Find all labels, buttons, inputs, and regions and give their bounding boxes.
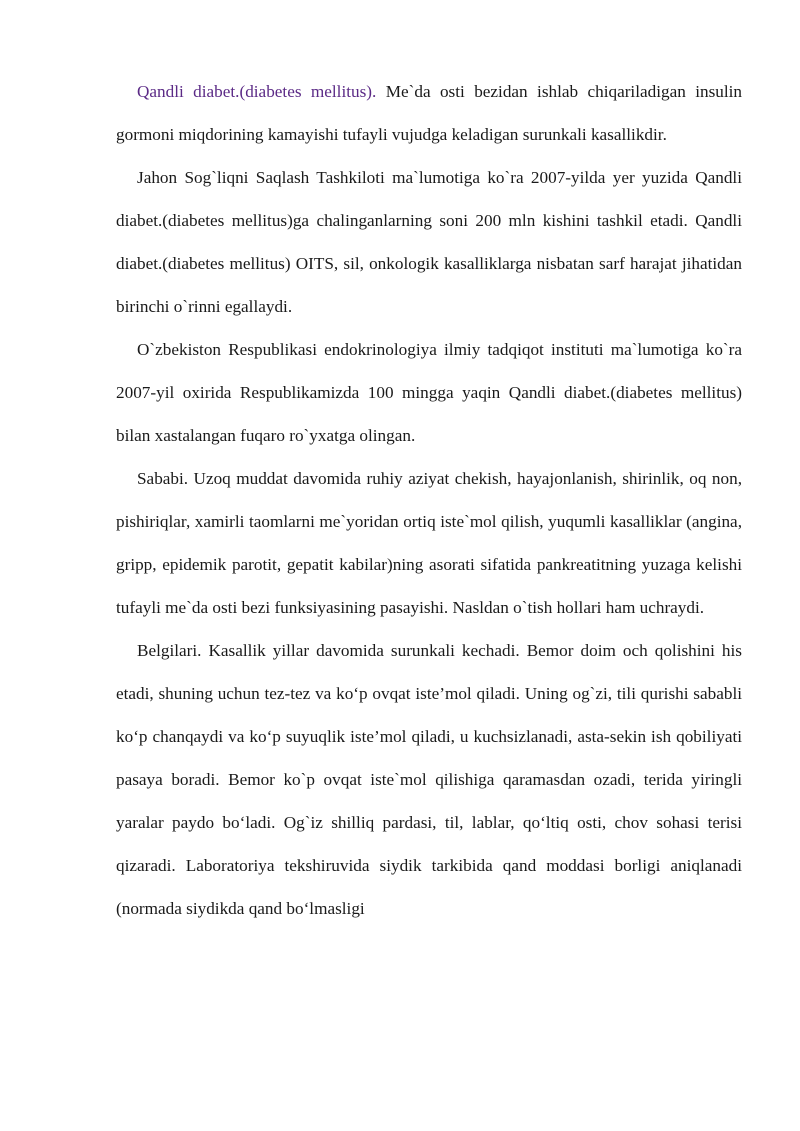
paragraph-who-statistics: [116, 156, 742, 328]
paragraph-text: Belgilari. Kasallik yillar davomida surunkali kechadi. Bemor doim och qolishini his etadi, shuning uchun tez-tez va ko‘p ovqat iste’mol qiladi. Uning og`zi, tili qurishi sababli ko‘p chanqaydi va ko‘p suyuqlik iste’mol qiladi, u kuchsizlanadi, asta-sekin ish qobiliyati pasaya boradi. Bemor ko`p ovqat iste`mol qilishiga qaramasdan ozadi, terida yiringli yaralar paydo bo‘ladi. Og`iz shilliq pardasi, til, lablar, qo‘ltiq osti, chov sohasi terisi qizaradi. Laboratoriya tekshiruvida siydik tarkibida qand moddasi borligi aniqlanadi (normada siydikda qand bo‘lmasligi: [116, 641, 742, 918]
paragraph-text: Jahon Sog`liqni Saqlash Tashkiloti ma`lumotiga ko`ra 2007-yilda yer yuzida Qandli diabet.(diabetes mellitus)ga chalinganlarning soni 200 mln kishini tashkil etadi. Qandli diabet.(diabetes mellitus) OITS, sil, onkologik kasalliklarga nisbatan sarf harajat jihatidan birinchi o`rinni egallaydi.: [116, 168, 742, 316]
paragraph-text: Me`da osti bezidan ishlab chiqariladigan insulin gormoni miqdorining kamayishi tufayli vujudga keladigan surunkali kasallikdir.: [116, 82, 742, 144]
paragraph-causes: [116, 457, 742, 629]
paragraph-text: Sababi. Uzoq muddat davomida ruhiy aziyat chekish, hayajonlanish, shirinlik, oq non, pishiriqlar, xamirli taomlarni me`yoridan ortiq iste`mol qilish, yuqumli kasalliklar (angina, gripp, epidemik parotit, gepatit kabilar)ning asorati sifatida pankreatitning yuzaga kelishi tufayli me`da osti bezi funksiyasining pasayishi. Nasldan o`tish hollari ham uchraydi.: [116, 469, 742, 617]
paragraph-text: O`zbekiston Respublikasi endokrinologiya ilmiy tadqiqot instituti ma`lumotiga ko`ra 2007-yil oxirida Respublikamizda 100 mingga yaqin Qandli diabet.(diabetes mellitus) bilan xastalangan fuqaro ro`yxatga olingan.: [116, 340, 742, 445]
paragraph-symptoms: [116, 629, 742, 930]
paragraph-definition: [116, 70, 742, 156]
document-page: [116, 70, 742, 930]
paragraph-uzbekistan-statistics: [116, 328, 742, 457]
term-link[interactable]: Qandli diabet.(diabetes mellitus).: [137, 82, 377, 101]
